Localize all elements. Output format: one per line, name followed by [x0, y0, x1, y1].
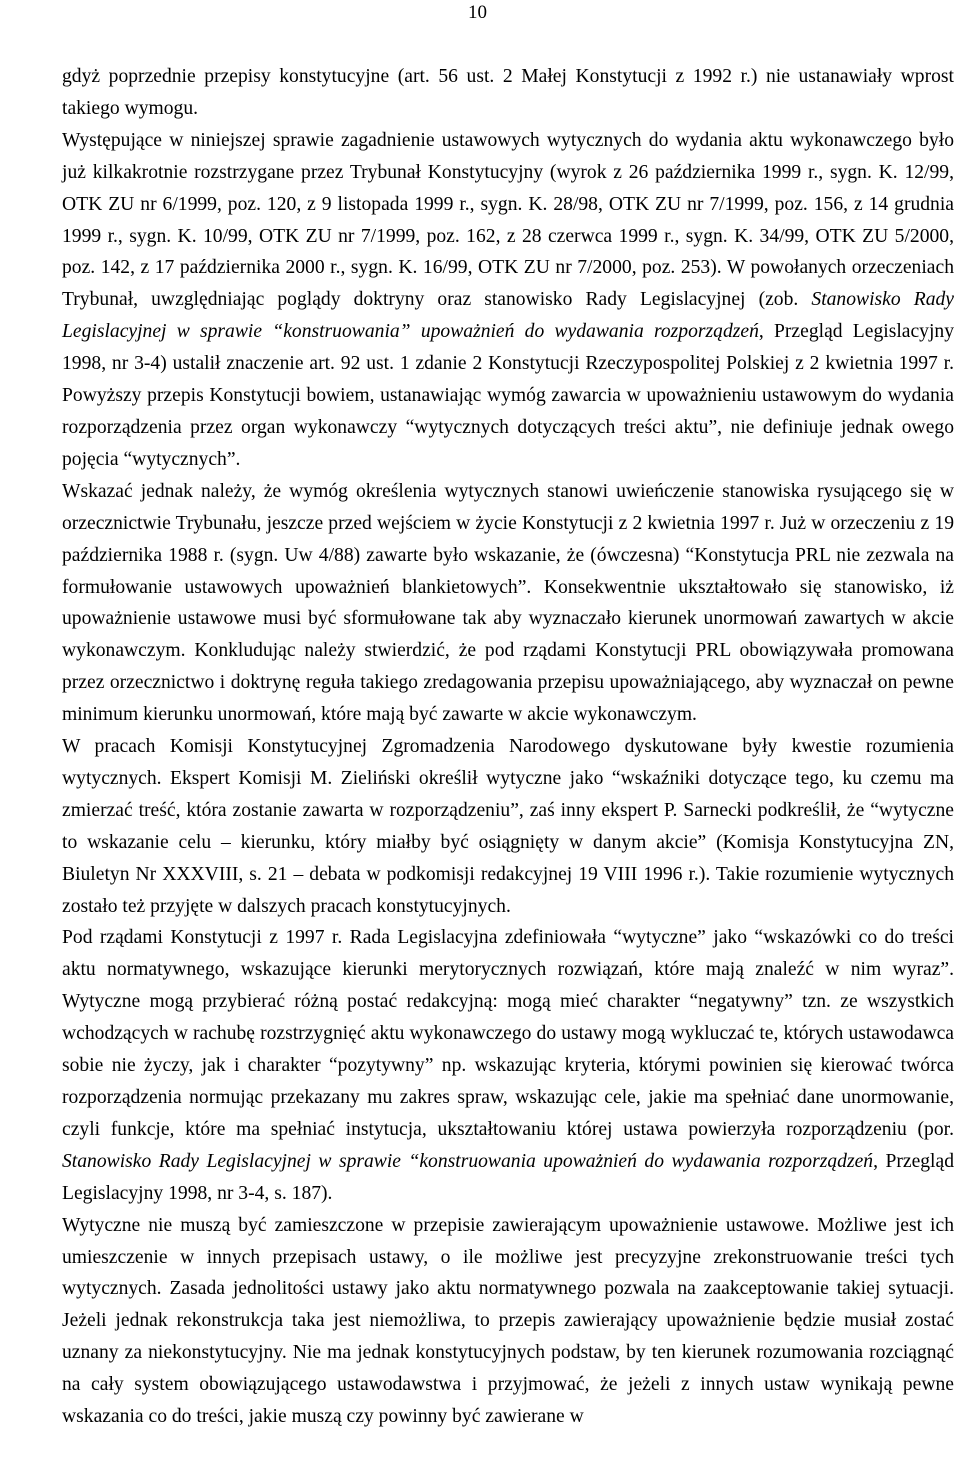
- text-segment: , Przegląd Legislacyjny 1998, nr 3-4, s. 187).: [62, 1150, 954, 1204]
- paragraph-p6: [62, 1210, 954, 1433]
- italic-citation: Stanowisko Rady Legislacyjnej w sprawie “konstruowania upoważnień do wydawania rozporządzeń: [62, 1150, 874, 1172]
- paragraph-p1: [62, 61, 954, 125]
- paragraph-p4: [62, 731, 954, 922]
- italic-citation: Stanowisko Rady Legislacyjnej w sprawie “konstruowania” upoważnień do wydawania rozporządzeń: [62, 289, 955, 343]
- document-body: [62, 61, 954, 1433]
- text-segment: W pracach Komisji Konstytucyjnej Zgromadzenia Narodowego dyskutowane były kwestie rozumienia wytycznych. Ekspert Komisji M. Zieliński określił wytyczne jako “wskaźniki dotyczące tego, ku czemu ma zmierzać treść, która zostanie zawarta w rozporządzeniu”, zaś inny ekspert P. Sarnecki podkreślił, że “wytyczne to wskazanie celu – kierunku, który miałby być osiągnięty w danym akcie” (Komisja Konstytucyjna ZN, Biuletyn Nr XXXVIII, s. 21 – debata w podkomisji redakcyjnej 19 VIII 1996 r.). Takie rozumienie wytycznych zostało też przyjęte w dalszych pracach konstytucyjnych.: [62, 736, 954, 917]
- text-segment: Występujące w niniejszej sprawie zagadnienie ustawowych wytycznych do wydania aktu wykonawczego było już kilkakrotnie rozstrzygane przez Trybunał Konstytucyjny (wyrok z 26 października 1999 r., sygn. K. 12/99, OTK ZU nr 6/1999, poz. 120, z 9 listopada 1999 r., sygn. K. 28/98, OTK ZU nr 7/1999, poz. 156, z 14 grudnia 1999 r., sygn. K. 10/99, OTK ZU nr 7/1999, poz. 162, z 28 czerwca 1999 r., sygn. K. 34/99, OTK ZU 5/2000, poz. 142, z 17 października 2000 r., sygn. K. 16/99, OTK ZU nr 7/2000, poz. 253). W powołanych orzeczeniach Trybunał, uwzględniając poglądy doktryny oraz stanowisko Rady Legislacyjnej (zob.: [62, 129, 954, 311]
- text-segment: Wskazać jednak należy, że wymóg określenia wytycznych stanowi uwieńczenie stanowiska rysującego się w orzecznictwie Trybunału, jeszcze przed wejściem w życie Konstytucji z 2 kwietnia 1997 r. Już w orzeczeniu z 19 października 1988 r. (sygn. Uw 4/88) zawarte było wskazanie, że (ówczesna) “Konstytucja PRL nie zezwala na formułowanie ustawowych upoważnień blankietowych”. Konsekwentnie ukształtowało się stanowisko, iż upoważnienie ustawowe musi być sformułowane tak aby wyznaczało kierunek unormowań zawartych w akcie wykonawczym. Konkludując należy stwierdzić, że pod rządami Konstytucji PRL obowiązywała promowana przez orzecznictwo i doktrynę reguła takiego zredagowania przepisu upoważniającego, aby wyznaczał on pewne minimum kierunku unormowań, które mają być zawarte w akcie wykonawczym.: [62, 480, 954, 726]
- paragraph-p5: [62, 922, 954, 1209]
- text-segment: , Przegląd Legislacyjny 1998, nr 3-4) ustalił znaczenie art. 92 ust. 1 zdanie 2 Konstytucji Rzeczypospolitej Polskiej z 2 kwietnia 1997 r. Powyższy przepis Konstytucji bowiem, ustanawiając wymóg zawarcia w upoważnieniu ustawowym do wydania rozporządzenia przez organ wykonawczy “wytycznych dotyczących treści aktu”, nie definiuje jednak owego pojęcia “wytycznych”.: [62, 321, 954, 470]
- text-segment: Wytyczne nie muszą być zamieszczone w przepisie zawierającym upoważnienie ustawowe. Możliwe jest ich umieszczenie w innych przepisach ustawy, o ile możliwe jest precyzyjne zrekonstruowanie treści tych wytycznych. Zasada jednolitości ustawy jako aktu normatywnego pozwala na zaakceptowanie takiej sytuacji. Jeżeli jednak rekonstrukcja taka jest niemożliwa, to przepis zawierający upoważnienie będzie musiał zostać uznany za niekonstytucyjny. Nie ma jednak konstytucyjnych podstaw, by ten kierunek rozumowania rozciągnąć na cały system obowiązującego ustawodawstwa i przyjmować, że jeżeli z innych ustaw wynikają pewne wskazania co do treści, jakie muszą czy powinny być zawierane w: [62, 1214, 954, 1428]
- page-number: 10: [468, 2, 487, 23]
- text-segment: Pod rządami Konstytucji z 1997 r. Rada Legislacyjna zdefiniowała “wytyczne” jako “wskazówki co do treści aktu normatywnego, wskazujące kierunki merytorycznych rozwiązań, które mają znaleźć w nim wyraz”. Wytyczne mogą przybierać różną postać redakcyjną: mogą mieć charakter “negatywny” tzn. ze wszystkich wchodzących w rachubę rozstrzygnięć aktu wykonawczego do ustawy mogą wykluczać te, których ustawodawca sobie nie życzy, jak i charakter “pozytywny” np. wskazując kryteria, którymi powinien się kierować twórca rozporządzenia normując przekazany mu zakres spraw, wskazując cele, jakie ma spełniać dane unormowanie, czyli funkcje, które ma spełniać instytucja, ukształtowaniu której ustawa powierzyła rozporządzeniu (por.: [62, 927, 954, 1140]
- paragraph-p3: [62, 476, 954, 731]
- paragraph-p2: [62, 125, 954, 476]
- text-segment: gdyż poprzednie przepisy konstytucyjne (art. 56 ust. 2 Małej Konstytucji z 1992 r.) nie ustanawiały wprost takiego wymogu.: [62, 66, 954, 119]
